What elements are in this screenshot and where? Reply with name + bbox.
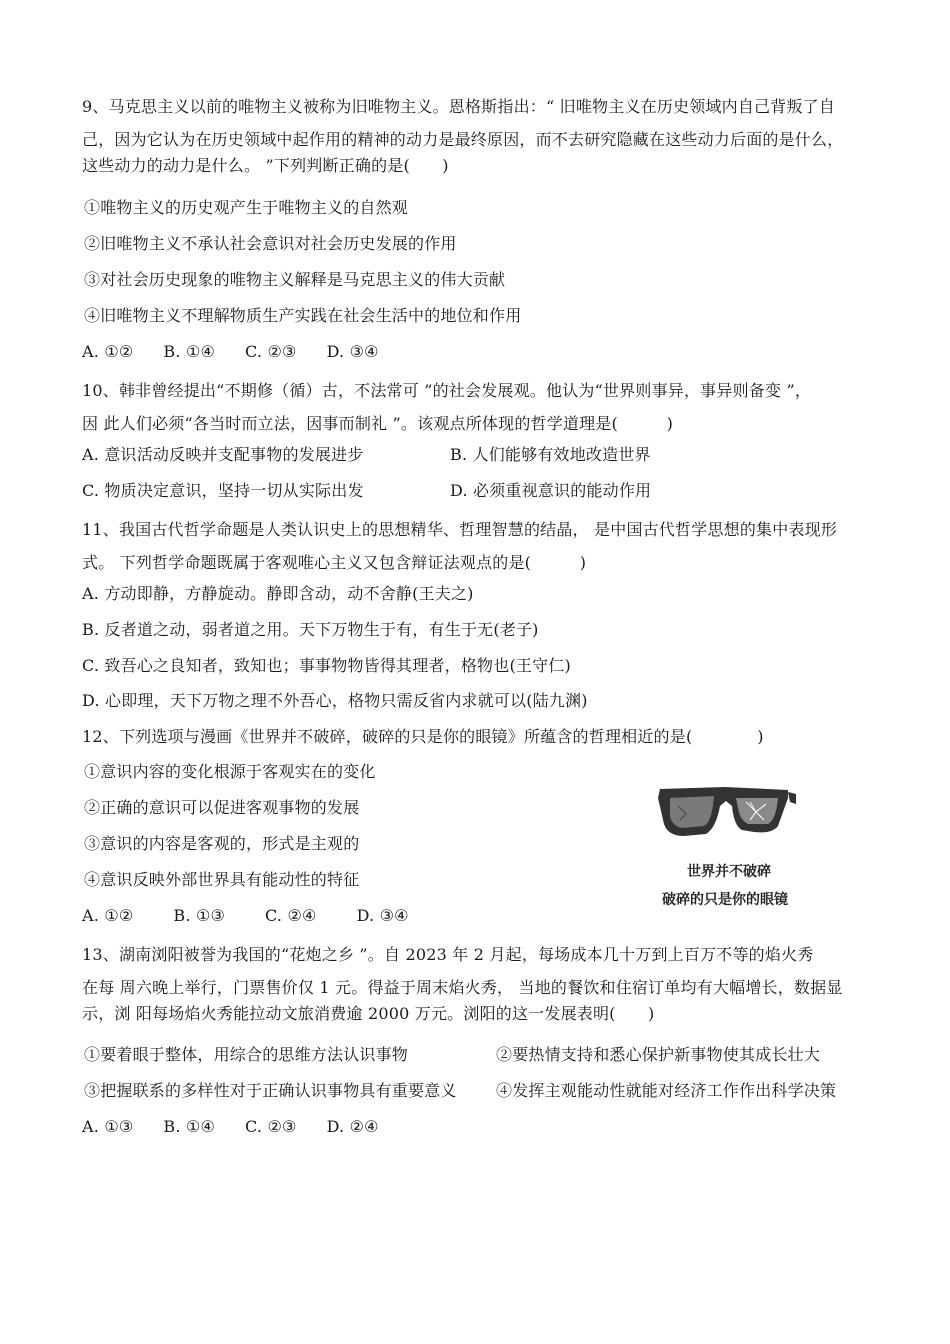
q13-statement-4: ④发挥主观能动性就能对经济工作作出科学决策 <box>496 1081 837 1100</box>
q12-options <box>82 906 409 926</box>
q9-options <box>82 342 379 362</box>
broken-glasses-cartoon <box>650 776 800 914</box>
glasses-icon <box>658 787 796 836</box>
q9-option-d[interactable]: D. ③④ <box>326 342 379 361</box>
q10-stem-line-2: 因 此人们必须“各当时而立法，因事而制礼 ”。该观点所体现的哲学道理是( ) <box>82 414 674 433</box>
q9-option-a[interactable]: A. ①② <box>82 342 134 361</box>
q10-option-b[interactable]: B. 人们能够有效地改造世界 <box>450 445 651 464</box>
q13-option-b[interactable]: B. ①④ <box>163 1117 216 1136</box>
q13-option-c[interactable]: C. ②③ <box>245 1117 297 1136</box>
q9-option-c[interactable]: C. ②③ <box>245 342 297 361</box>
q12-statement-2: ②正确的意识可以促进客观事物的发展 <box>84 798 360 817</box>
q13-stem-line-1: 13、湖南浏阳被誉为我国的“花炮之乡 ”。自 2023 年 2 月起，每场成本几十万到上百万不等的焰火秀 <box>82 945 814 964</box>
q12-option-a[interactable]: A. ①② <box>82 906 134 925</box>
q13-stem-line-3: 示，浏 阳每场焰火秀能拉动文旅消费逾 2000 万元。浏阳的这一发展表明( ) <box>82 1004 655 1023</box>
q11-option-a[interactable]: A. 方动即静，方静旋动。静即含动，动不舍静(王夫之) <box>82 584 474 603</box>
q12-statement-1: ①意识内容的变化根源于客观实在的变化 <box>84 762 376 781</box>
q10-option-c[interactable]: C. 物质决定意识，坚持一切从实际出发 <box>82 481 364 500</box>
q12-option-b[interactable]: B. ①③ <box>173 906 226 925</box>
q11-option-c[interactable]: C. 致吾心之良知者，致知也；事事物物皆得其理者，格物也(王守仁) <box>82 656 571 675</box>
q11-stem-line-2: 式。 下列哲学命题既属于客观唯心主义又包含辩证法观点的是( ) <box>82 553 587 572</box>
q13-option-a[interactable]: A. ①③ <box>82 1117 134 1136</box>
q9-stem-line-1: 9、马克思主义以前的唯物主义被称为旧唯物主义。恩格斯指出：“ 旧唯物主义在历史领域内自己背叛了自 <box>82 97 836 116</box>
q9-statement-4: ④旧唯物主义不理解物质生产实践在社会生活中的地位和作用 <box>84 306 522 325</box>
q9-stem-line-2: 己，因为它认为在历史领域中起作用的精神的动力是最终原因，而不去研究隐藏在这些动力后面的是什么， <box>82 130 844 149</box>
cartoon-caption-line-2: 破碎的只是你的眼镜 <box>662 892 788 908</box>
q11-option-b[interactable]: B. 反者道之动，弱者道之用。天下万物生于有，有生于无(老子) <box>82 620 539 639</box>
q12-statement-4: ④意识反映外部世界具有能动性的特征 <box>84 870 360 889</box>
q10-stem-line-1: 10、韩非曾经提出“不期修（循）古，不法常可 ”的社会发展观。他认为“世界则事异，事异则备变 ”， <box>82 381 812 400</box>
cartoon-caption-line-1: 世界并不破碎 <box>687 864 771 880</box>
q13-statement-1: ①要着眼于整体，用综合的思维方法认识事物 <box>84 1045 409 1064</box>
q12-option-d[interactable]: D. ③④ <box>356 906 409 925</box>
q9-statement-1: ①唯物主义的历史观产生于唯物主义的自然观 <box>84 198 409 217</box>
q9-stem-line-3: 这些动力的动力是什么。 ”下列判断正确的是( ) <box>82 156 449 175</box>
q13-options <box>82 1117 379 1137</box>
q13-statement-2: ②要热情支持和悉心保护新事物使其成长壮大 <box>496 1045 821 1064</box>
q13-statement-3: ③把握联系的多样性对于正确认识事物具有重要意义 <box>84 1081 457 1100</box>
q9-statement-2: ②旧唯物主义不承认社会意识对社会历史发展的作用 <box>84 234 457 253</box>
q13-stem-line-2: 在每 周六晚上举行，门票售价仅 1 元。得益于周末焰火秀， 当地的餐饮和住宿订单均有大幅增长，数据显 <box>82 978 843 997</box>
q10-option-d[interactable]: D. 必须重视意识的能动作用 <box>450 481 652 500</box>
q12-option-c[interactable]: C. ②④ <box>265 906 317 925</box>
q13-option-d[interactable]: D. ②④ <box>326 1117 379 1136</box>
q12-stem: 12、下列选项与漫画《世界并不破碎，破碎的只是你的眼镜》所蕴含的哲理相近的是( ) <box>82 727 764 746</box>
q10-option-a[interactable]: A. 意识活动反映并支配事物的发展进步 <box>82 445 364 464</box>
q9-statement-3: ③对社会历史现象的唯物主义解释是马克思主义的伟大贡献 <box>84 270 506 289</box>
q9-option-b[interactable]: B. ①④ <box>163 342 216 361</box>
q11-option-d[interactable]: D. 心即理，天下万物之理不外吾心，格物只需反省内求就可以(陆九渊) <box>82 691 588 710</box>
q12-statement-3: ③意识的内容是客观的，形式是主观的 <box>84 834 360 853</box>
q11-stem-line-1: 11、我国古代哲学命题是人类认识史上的思想精华、哲理智慧的结晶， 是中国古代哲学思想的集中表现形 <box>82 520 838 539</box>
